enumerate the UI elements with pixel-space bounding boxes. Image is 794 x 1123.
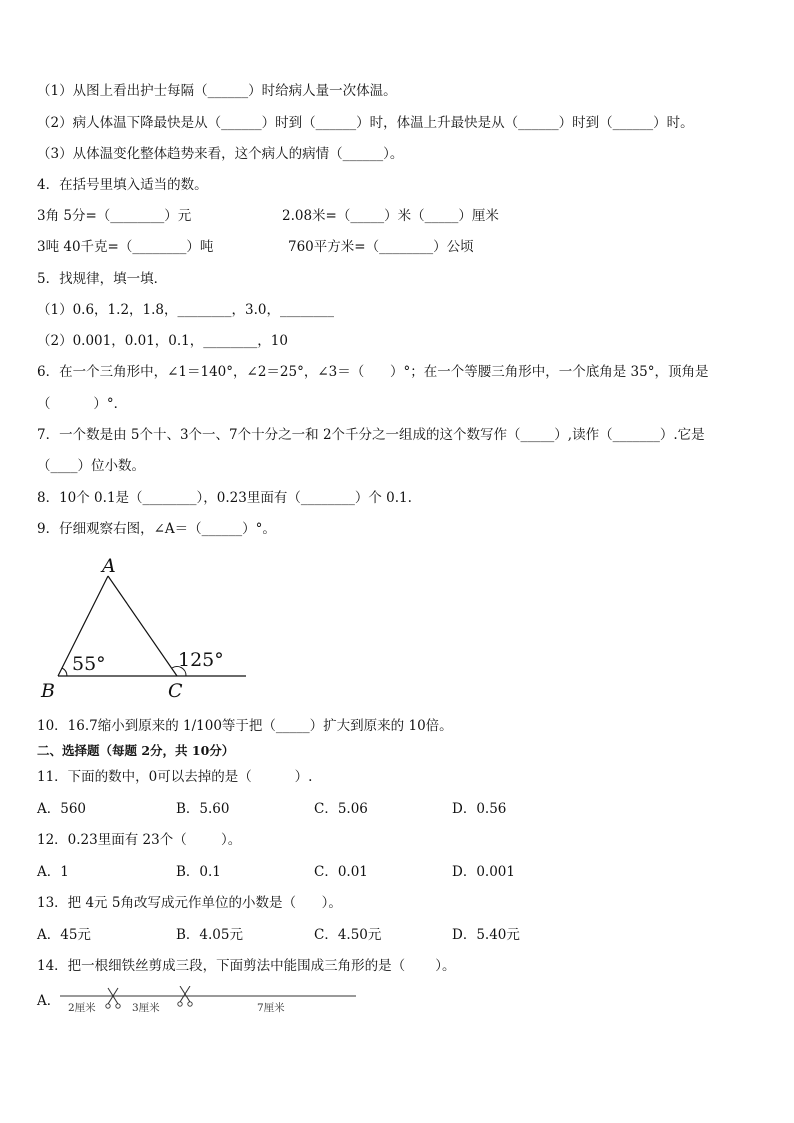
q4-item4: 760平方米=（________）公顷 [288, 239, 474, 255]
q3-sub2: （2）病人体温下降最快是从（______）时到（______）时，体温上升最快是从（______）时到（______）时。 [37, 115, 694, 131]
q11-text: 11．下面的数中，0可以去掉的是（ ）. [37, 769, 313, 785]
q4-item1: 3角 5分=（________）元 [37, 208, 192, 224]
segment-label-1: 2厘米 [68, 1002, 96, 1014]
q4-item2: 2.08米=（_____）米（_____）厘米 [282, 208, 499, 224]
q11-option-c[interactable]: C．5.06 [314, 801, 368, 817]
q8-text: 8．10个 0.1是（________），0.23里面有（________）个 0.1. [37, 490, 412, 506]
q12-option-d[interactable]: D．0.001 [452, 864, 515, 880]
section2-title: 二、选择题（每题 2分，共 10分） [37, 743, 235, 758]
q14-text: 14．把一根细铁丝剪成三段，下面剪法中能围成三角形的是（ ）。 [37, 958, 456, 974]
angle-ext-value: 125° [178, 649, 224, 671]
q11-option-b[interactable]: B．5.60 [176, 801, 230, 817]
q5-sub1: （1）0.6，1.2，1.8，________，3.0，________ [37, 302, 334, 318]
q7-line2: （____）位小数。 [37, 458, 145, 474]
vertex-a-label: A [102, 555, 116, 577]
q3-sub3: （3）从体温变化整体趋势来看，这个病人的病情（______）。 [37, 146, 404, 162]
wire-cut-figure [58, 986, 358, 1020]
q11-option-a[interactable]: A．560 [37, 801, 87, 817]
q6-line2: （ ）°． [37, 396, 128, 412]
q3-sub1: （1）从图上看出护士每隔（______）时给病人量一次体温。 [37, 83, 397, 99]
scissors-icon [106, 988, 120, 1008]
q11-option-d[interactable]: D．0.56 [452, 801, 507, 817]
q13-option-b[interactable]: B．4.05元 [176, 927, 243, 943]
segment-label-3: 7厘米 [257, 1002, 285, 1014]
q12-option-b[interactable]: B．0.1 [176, 864, 221, 880]
angle-b-value: 55° [72, 653, 106, 675]
angle-b-arc [62, 668, 67, 676]
triangle-figure [34, 552, 264, 702]
q13-option-d[interactable]: D．5.40元 [452, 927, 520, 943]
q12-option-c[interactable]: C．0.01 [314, 864, 368, 880]
q10-text: 10．16.7缩小到原来的 1/100等于把（_____）扩大到原来的 10倍。 [37, 718, 453, 734]
q13-option-c[interactable]: C．4.50元 [314, 927, 382, 943]
vertex-b-label: B [41, 680, 55, 702]
q5-sub2: （2）0.001，0.01，0.1，________，10 [37, 333, 288, 349]
q13-text: 13．把 4元 5角改写成元作单位的小数是（ ）。 [37, 895, 342, 911]
q4-title: 4．在括号里填入适当的数。 [37, 177, 208, 193]
vertex-c-label: C [168, 680, 183, 702]
q13-option-a[interactable]: A．45元 [37, 927, 91, 943]
q12-text: 12．0.23里面有 23个（ ）。 [37, 832, 242, 848]
q6-line1: 6．在一个三角形中，∠1＝140°，∠2＝25°，∠3＝（ ）°；在一个等腰三角形中，一个底角是 35°，顶角是 [37, 364, 709, 380]
q5-title: 5．找规律，填一填． [37, 271, 168, 287]
segment-label-2: 3厘米 [132, 1002, 160, 1014]
q9-text: 9．仔细观察右图，∠A＝（______）°。 [37, 521, 276, 537]
q14-option-a-label[interactable]: A． [37, 993, 61, 1009]
q4-item3: 3吨 40千克=（________）吨 [37, 239, 214, 255]
q7-line1: 7．一个数是由 5个十、3个一、7个十分之一和 2个千分之一组成的这个数写作（_____）,读作（_______）.它是 [37, 427, 705, 443]
side-ac [108, 576, 177, 676]
q12-option-a[interactable]: A．1 [37, 864, 69, 880]
